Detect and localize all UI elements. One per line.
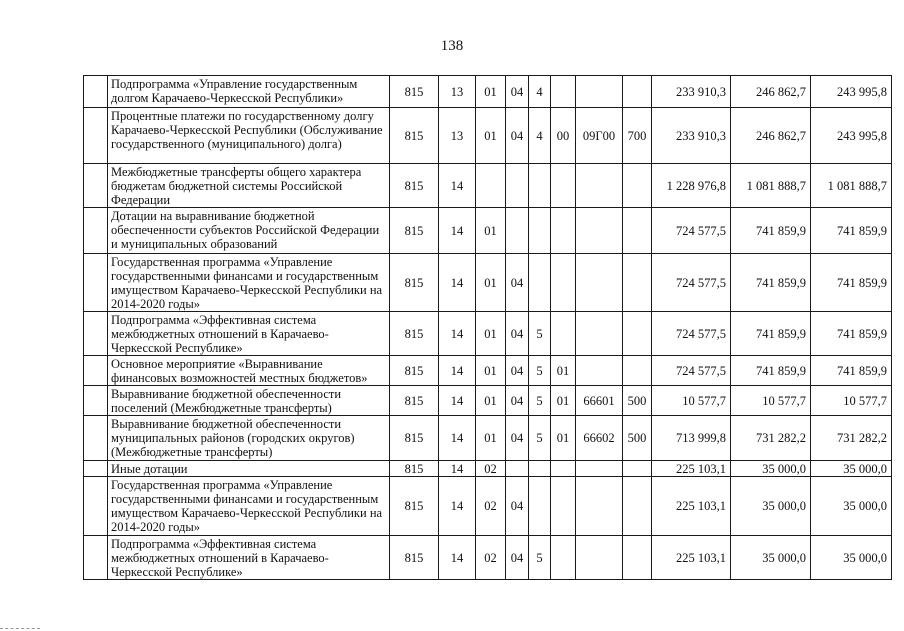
- table-row: [84, 76, 892, 108]
- amount-year2-cell: 731 282,2: [731, 416, 811, 461]
- code-direction-cell: [576, 477, 623, 536]
- amount-year1-cell: 233 910,3: [652, 76, 731, 108]
- code-gr-cell: 815: [390, 254, 439, 312]
- row-margin-cell: [84, 208, 108, 254]
- code-gr-cell: 815: [390, 416, 439, 461]
- code-event-cell: [551, 312, 576, 356]
- code-subsection-cell: 01: [476, 386, 506, 416]
- table-row: [84, 461, 892, 477]
- code-subprogram-cell: 5: [529, 356, 551, 386]
- code-gr-cell: 815: [390, 312, 439, 356]
- code-program-cell: 04: [506, 312, 529, 356]
- code-program-cell: [506, 164, 529, 208]
- code-direction-cell: [576, 461, 623, 477]
- amount-year3-cell: 35 000,0: [811, 461, 892, 477]
- code-section-cell: 14: [439, 164, 476, 208]
- code-expense-type-cell: [623, 356, 652, 386]
- code-expense-type-cell: 500: [623, 386, 652, 416]
- amount-year1-cell: 233 910,3: [652, 108, 731, 164]
- code-subsection-cell: 01: [476, 356, 506, 386]
- code-subsection-cell: 01: [476, 76, 506, 108]
- code-program-cell: 04: [506, 108, 529, 164]
- code-section-cell: 14: [439, 416, 476, 461]
- code-event-cell: [551, 536, 576, 580]
- page-number: 138: [440, 38, 464, 54]
- code-event-cell: 00: [551, 108, 576, 164]
- code-program-cell: 04: [506, 536, 529, 580]
- row-margin-cell: [84, 477, 108, 536]
- amount-year2-cell: 741 859,9: [731, 208, 811, 254]
- code-subsection-cell: 02: [476, 536, 506, 580]
- code-section-cell: 14: [439, 254, 476, 312]
- amount-year1-cell: 724 577,5: [652, 356, 731, 386]
- table-body: [84, 76, 892, 580]
- row-margin-cell: [84, 461, 108, 477]
- amount-year3-cell: 10 577,7: [811, 386, 892, 416]
- code-section-cell: 14: [439, 208, 476, 254]
- table-row: [84, 208, 892, 254]
- row-name-cell: Выравнивание бюджетной обеспеченности поселений (Межбюджетные трансферты): [108, 386, 390, 416]
- code-subsection-cell: 01: [476, 108, 506, 164]
- code-subsection-cell: 01: [476, 312, 506, 356]
- amount-year1-cell: 724 577,5: [652, 254, 731, 312]
- code-gr-cell: 815: [390, 536, 439, 580]
- code-expense-type-cell: 500: [623, 416, 652, 461]
- amount-year2-cell: 1 081 888,7: [731, 164, 811, 208]
- code-expense-type-cell: [623, 208, 652, 254]
- row-margin-cell: [84, 416, 108, 461]
- table-row: [84, 164, 892, 208]
- row-margin-cell: [84, 164, 108, 208]
- code-subprogram-cell: [529, 461, 551, 477]
- table-row: [84, 386, 892, 416]
- code-expense-type-cell: [623, 254, 652, 312]
- code-subprogram-cell: [529, 477, 551, 536]
- amount-year1-cell: 225 103,1: [652, 536, 731, 580]
- amount-year1-cell: 225 103,1: [652, 477, 731, 536]
- code-subprogram-cell: 5: [529, 312, 551, 356]
- code-direction-cell: [576, 356, 623, 386]
- amount-year3-cell: 1 081 888,7: [811, 164, 892, 208]
- code-event-cell: 01: [551, 416, 576, 461]
- row-name-cell: Иные дотации: [108, 461, 390, 477]
- code-direction-cell: 09Г00: [576, 108, 623, 164]
- row-name-cell: Государственная программа «Управление государственными финансами и государственным имуществом Карачаево-Черкесской Республики на 2014-2020 годы»: [108, 254, 390, 312]
- code-program-cell: 04: [506, 386, 529, 416]
- code-program-cell: [506, 208, 529, 254]
- code-event-cell: [551, 254, 576, 312]
- amount-year3-cell: 243 995,8: [811, 76, 892, 108]
- code-direction-cell: [576, 254, 623, 312]
- table-row: [84, 356, 892, 386]
- row-name-cell: Выравнивание бюджетной обеспеченности муниципальных районов (городских округов) (Межбюджетные трансферты): [108, 416, 390, 461]
- row-name-cell: Подпрограмма «Эффективная система межбюджетных отношений в Карачаево-Черкесской Республике»: [108, 312, 390, 356]
- row-name-cell: Процентные платежи по государственному долгу Карачаево-Черкесской Республики (Обслуживание государственного (муниципального) долга): [108, 108, 390, 164]
- code-direction-cell: [576, 164, 623, 208]
- code-subprogram-cell: 4: [529, 108, 551, 164]
- row-name-cell: Подпрограмма «Эффективная система межбюджетных отношений в Карачаево-Черкесской Республике»: [108, 536, 390, 580]
- code-expense-type-cell: [623, 312, 652, 356]
- code-program-cell: 04: [506, 254, 529, 312]
- budget-table: [83, 75, 892, 580]
- code-gr-cell: 815: [390, 356, 439, 386]
- code-subprogram-cell: 5: [529, 536, 551, 580]
- code-subsection-cell: 01: [476, 254, 506, 312]
- code-event-cell: [551, 76, 576, 108]
- table-row: [84, 416, 892, 461]
- code-subprogram-cell: 5: [529, 386, 551, 416]
- code-section-cell: 14: [439, 536, 476, 580]
- code-section-cell: 14: [439, 461, 476, 477]
- amount-year3-cell: 741 859,9: [811, 254, 892, 312]
- code-event-cell: 01: [551, 386, 576, 416]
- amount-year2-cell: 246 862,7: [731, 76, 811, 108]
- table-row: [84, 477, 892, 536]
- code-subprogram-cell: 4: [529, 76, 551, 108]
- code-gr-cell: 815: [390, 164, 439, 208]
- amount-year1-cell: 10 577,7: [652, 386, 731, 416]
- code-gr-cell: 815: [390, 386, 439, 416]
- code-expense-type-cell: [623, 76, 652, 108]
- amount-year2-cell: 741 859,9: [731, 312, 811, 356]
- code-expense-type-cell: 700: [623, 108, 652, 164]
- amount-year2-cell: 35 000,0: [731, 461, 811, 477]
- row-name-cell: Подпрограмма «Управление государственным долгом Карачаево-Черкесской Республики»: [108, 76, 390, 108]
- code-program-cell: [506, 461, 529, 477]
- code-program-cell: 04: [506, 76, 529, 108]
- row-name-cell: Межбюджетные трансферты общего характера бюджетам бюджетной системы Российской Федерации: [108, 164, 390, 208]
- amount-year1-cell: 225 103,1: [652, 461, 731, 477]
- code-expense-type-cell: [623, 536, 652, 580]
- code-section-cell: 14: [439, 312, 476, 356]
- row-margin-cell: [84, 356, 108, 386]
- code-gr-cell: 815: [390, 76, 439, 108]
- row-margin-cell: [84, 536, 108, 580]
- row-margin-cell: [84, 76, 108, 108]
- code-direction-cell: [576, 312, 623, 356]
- amount-year1-cell: 724 577,5: [652, 208, 731, 254]
- row-margin-cell: [84, 108, 108, 164]
- amount-year3-cell: 243 995,8: [811, 108, 892, 164]
- code-program-cell: 04: [506, 477, 529, 536]
- code-gr-cell: 815: [390, 477, 439, 536]
- code-gr-cell: 815: [390, 208, 439, 254]
- code-gr-cell: 815: [390, 461, 439, 477]
- amount-year1-cell: 713 999,8: [652, 416, 731, 461]
- code-section-cell: 14: [439, 386, 476, 416]
- code-section-cell: 13: [439, 76, 476, 108]
- amount-year2-cell: 10 577,7: [731, 386, 811, 416]
- code-program-cell: 04: [506, 416, 529, 461]
- code-subsection-cell: 02: [476, 477, 506, 536]
- table-row: [84, 312, 892, 356]
- code-section-cell: 14: [439, 477, 476, 536]
- code-program-cell: 04: [506, 356, 529, 386]
- code-expense-type-cell: [623, 164, 652, 208]
- code-gr-cell: 815: [390, 108, 439, 164]
- amount-year3-cell: 741 859,9: [811, 208, 892, 254]
- amount-year2-cell: 741 859,9: [731, 356, 811, 386]
- code-direction-cell: 66602: [576, 416, 623, 461]
- amount-year2-cell: 35 000,0: [731, 536, 811, 580]
- row-margin-cell: [84, 386, 108, 416]
- code-subprogram-cell: [529, 164, 551, 208]
- code-subsection-cell: 02: [476, 461, 506, 477]
- code-event-cell: [551, 461, 576, 477]
- code-subsection-cell: 01: [476, 208, 506, 254]
- code-expense-type-cell: [623, 477, 652, 536]
- code-event-cell: [551, 477, 576, 536]
- amount-year3-cell: 731 282,2: [811, 416, 892, 461]
- amount-year3-cell: 741 859,9: [811, 312, 892, 356]
- amount-year1-cell: 724 577,5: [652, 312, 731, 356]
- table-row: [84, 108, 892, 164]
- table-row: [84, 536, 892, 580]
- amount-year3-cell: 35 000,0: [811, 536, 892, 580]
- row-name-cell: Основное мероприятие «Выравнивание финансовых возможностей местных бюджетов»: [108, 356, 390, 386]
- code-event-cell: [551, 164, 576, 208]
- code-subprogram-cell: [529, 208, 551, 254]
- row-name-cell: Государственная программа «Управление государственными финансами и государственным имуществом Карачаево-Черкесской Республики на 2014-2020 годы»: [108, 477, 390, 536]
- code-subsection-cell: [476, 164, 506, 208]
- code-subsection-cell: 01: [476, 416, 506, 461]
- amount-year3-cell: 35 000,0: [811, 477, 892, 536]
- code-direction-cell: [576, 76, 623, 108]
- row-margin-cell: [84, 254, 108, 312]
- code-event-cell: [551, 208, 576, 254]
- code-direction-cell: [576, 536, 623, 580]
- amount-year3-cell: 741 859,9: [811, 356, 892, 386]
- code-event-cell: 01: [551, 356, 576, 386]
- code-subprogram-cell: 5: [529, 416, 551, 461]
- amount-year1-cell: 1 228 976,8: [652, 164, 731, 208]
- code-section-cell: 14: [439, 356, 476, 386]
- code-subprogram-cell: [529, 254, 551, 312]
- table-row: [84, 254, 892, 312]
- amount-year2-cell: 246 862,7: [731, 108, 811, 164]
- scan-edge-mark: [0, 628, 40, 630]
- row-margin-cell: [84, 312, 108, 356]
- code-expense-type-cell: [623, 461, 652, 477]
- amount-year2-cell: 741 859,9: [731, 254, 811, 312]
- row-name-cell: Дотации на выравнивание бюджетной обеспеченности субъектов Российской Федерации и муниципальных образований: [108, 208, 390, 254]
- code-direction-cell: 66601: [576, 386, 623, 416]
- code-direction-cell: [576, 208, 623, 254]
- code-section-cell: 13: [439, 108, 476, 164]
- amount-year2-cell: 35 000,0: [731, 477, 811, 536]
